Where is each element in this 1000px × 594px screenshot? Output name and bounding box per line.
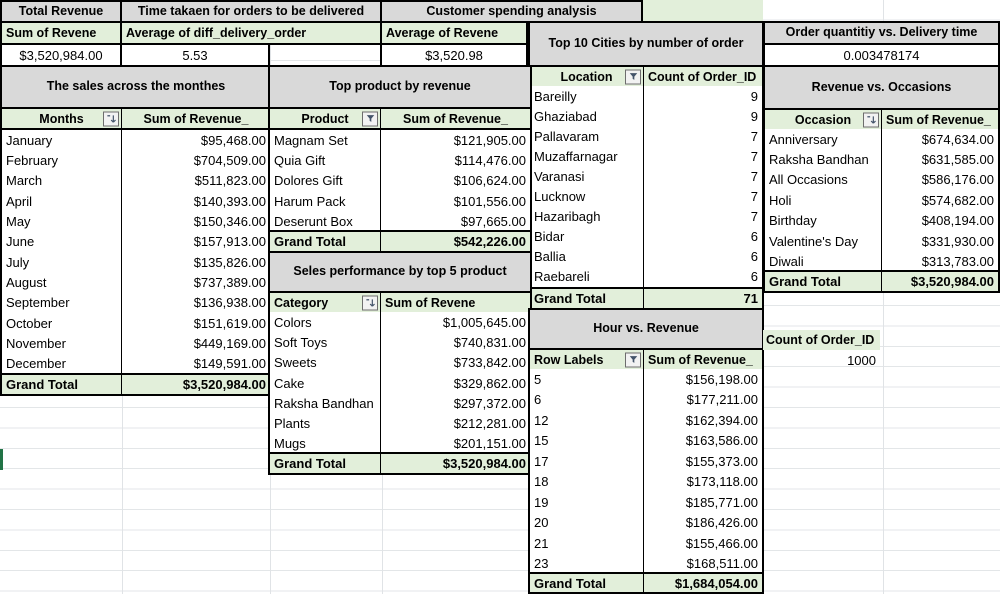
category-table-title[interactable]: Seles performance by top 5 product	[268, 251, 532, 293]
table-row	[530, 369, 762, 390]
grand-total-label[interactable]: Grand Total	[270, 232, 381, 251]
row-label-cell[interactable]: Quia Gift	[270, 150, 381, 170]
row-value-cell[interactable]: 7	[750, 168, 758, 184]
row-label-cell[interactable]: August	[2, 272, 122, 292]
row-value-cell[interactable]: $201,151.00	[453, 436, 526, 452]
row-value-cell[interactable]: $408,194.00	[921, 213, 994, 229]
row-label-cell[interactable]: July	[2, 252, 122, 272]
grand-total-value[interactable]: $1,684,054.00	[674, 575, 758, 591]
table-row	[530, 247, 762, 267]
table-row	[530, 492, 762, 513]
table-row	[530, 106, 762, 126]
total-revenue-title[interactable]: Total Revenue	[0, 0, 122, 23]
row-label-cell[interactable]: Ballia	[530, 247, 644, 267]
table-row	[2, 211, 270, 231]
months-table-title[interactable]: The sales across the monthes	[0, 65, 272, 109]
row-value-cell[interactable]: $704,509.00	[193, 153, 266, 169]
occasion-col-occasion[interactable]	[765, 110, 882, 129]
row-label-cell[interactable]: January	[2, 130, 122, 150]
row-value-cell[interactable]: $574,682.00	[921, 192, 994, 208]
row-value-cell[interactable]: $140,393.00	[193, 193, 266, 209]
row-value-cell[interactable]: $106,624.00	[453, 173, 526, 189]
row-label-cell[interactable]: 19	[530, 492, 644, 513]
table-row	[765, 251, 998, 271]
row-label-cell[interactable]: 21	[530, 533, 644, 554]
category-col-category[interactable]	[270, 293, 381, 312]
row-value-cell[interactable]: $631,585.00	[921, 152, 994, 168]
product-table-header	[268, 107, 532, 130]
row-label-cell[interactable]: Dolores Gift	[270, 171, 381, 191]
row-value-cell[interactable]: $95,468.00	[200, 132, 266, 148]
column-header-label: Category	[274, 295, 329, 310]
row-label-cell[interactable]: Magnam Set	[270, 130, 381, 150]
row-value-cell[interactable]: 9	[750, 88, 758, 104]
row-label-cell[interactable]: September	[2, 293, 122, 313]
table-row	[270, 171, 530, 191]
cities-table-body	[528, 86, 764, 287]
row-label-cell[interactable]: May	[2, 211, 122, 231]
table-row	[2, 150, 270, 170]
table-row	[270, 413, 530, 433]
hour-table-body	[528, 369, 764, 574]
order-qty-delivery-title[interactable]: Order quantitiy vs. Delivery time	[763, 21, 1000, 45]
table-row	[530, 431, 762, 452]
product-table-title[interactable]: Top product by revenue	[268, 65, 532, 109]
row-value-cell[interactable]: $737,389.00	[193, 275, 266, 291]
row-label-cell[interactable]: Holi	[765, 190, 882, 210]
row-value-cell[interactable]: $313,783.00	[921, 254, 994, 270]
table-row	[530, 207, 762, 227]
row-label-cell[interactable]: October	[2, 313, 122, 333]
row-value-cell[interactable]: $156,198.00	[685, 371, 758, 387]
months-col-months[interactable]	[2, 109, 122, 128]
hour-table-title[interactable]: Hour vs. Revenue	[528, 308, 764, 350]
table-row	[270, 373, 530, 393]
table-row	[270, 312, 530, 332]
table-row	[765, 129, 998, 149]
row-value-cell[interactable]: $162,394.00	[685, 412, 758, 428]
row-value-cell[interactable]: $449,169.00	[193, 336, 266, 352]
row-label-cell[interactable]: 17	[530, 451, 644, 472]
row-value-cell[interactable]: 6	[750, 269, 758, 285]
total-revenue-label[interactable]: Sum of Revene	[0, 21, 122, 45]
cities-table-total	[528, 287, 764, 310]
filter-icon[interactable]	[362, 111, 378, 126]
row-value-cell[interactable]: $121,905.00	[453, 132, 526, 148]
occasion-col-revenue[interactable]	[882, 110, 998, 129]
table-row	[530, 533, 762, 554]
table-row	[530, 166, 762, 186]
table-row	[530, 267, 762, 287]
customer-spending-title[interactable]: Customer spending analysis	[380, 0, 643, 23]
table-row	[765, 149, 998, 169]
row-label-cell[interactable]: Mugs	[270, 434, 381, 454]
row-label-cell[interactable]: Lucknow	[530, 186, 644, 206]
row-label-cell[interactable]: 18	[530, 472, 644, 493]
column-header-label: Row Labels	[534, 352, 604, 367]
grand-total-value[interactable]: $3,520,984.00	[182, 377, 266, 392]
row-label-cell[interactable]: Pallavaram	[530, 126, 644, 146]
row-value-cell[interactable]: $511,823.00	[194, 173, 266, 189]
row-label-cell[interactable]: April	[2, 191, 122, 211]
cities-col-location[interactable]	[530, 67, 644, 86]
total-revenue-value[interactable]: $3,520,984.00	[0, 43, 122, 67]
row-value-cell[interactable]: $329,862.00	[453, 375, 526, 391]
table-row	[2, 171, 270, 191]
row-value-cell[interactable]: $168,511.00	[686, 556, 758, 572]
hour-table-total	[528, 572, 764, 594]
cities-table-header	[528, 65, 764, 88]
column-header-label: Location	[560, 69, 613, 84]
table-row	[530, 126, 762, 146]
row-label-cell[interactable]: All Occasions	[765, 170, 882, 190]
occasion-table-header	[763, 108, 1000, 131]
product-col-product[interactable]	[270, 109, 381, 128]
row-label-cell[interactable]: Hazaribagh	[530, 207, 644, 227]
row-value-cell[interactable]: $740,831.00	[453, 334, 526, 350]
row-label-cell[interactable]: Raebareli	[530, 267, 644, 287]
sort-icon[interactable]	[863, 112, 879, 127]
row-label-cell[interactable]: Diwali	[765, 251, 882, 271]
table-row	[530, 554, 762, 575]
row-label-cell[interactable]: Deserunt Box	[270, 212, 381, 232]
column-header-label: Sum of Revene	[385, 295, 476, 310]
category-col-revenue[interactable]	[381, 293, 530, 312]
cities-table-title[interactable]: Top 10 Cities by number of order	[528, 21, 764, 67]
customer-spending-value[interactable]: $3,520.98	[380, 43, 528, 67]
table-row	[270, 393, 530, 413]
months-table-body	[0, 130, 272, 374]
row-value-cell[interactable]: $150,346.00	[193, 214, 266, 230]
row-label-cell[interactable]: 20	[530, 513, 644, 534]
order-count-label[interactable]: Count of Order_ID	[763, 330, 880, 350]
column-header-label: Sum of Revenue_	[886, 112, 991, 127]
grand-total-value[interactable]: $3,520,984.00	[910, 274, 994, 289]
row-value-cell[interactable]: $101,556.00	[453, 193, 526, 209]
table-row	[270, 130, 530, 150]
row-value-cell[interactable]: $185,771.00	[685, 494, 758, 510]
row-value-cell[interactable]: $177,211.00	[686, 392, 758, 408]
row-value-cell[interactable]: $149,591.00	[193, 356, 266, 372]
table-row	[765, 231, 998, 251]
row-label-cell[interactable]: Ghaziabad	[530, 106, 644, 126]
months-col-revenue[interactable]	[122, 109, 270, 128]
row-label-cell[interactable]: Valentine's Day	[765, 231, 882, 251]
row-value-cell[interactable]: 9	[750, 108, 758, 124]
row-label-cell[interactable]: December	[2, 354, 122, 374]
table-row	[530, 513, 762, 534]
table-row	[2, 333, 270, 353]
table-row	[530, 146, 762, 166]
table-row	[2, 232, 270, 252]
row-value-cell[interactable]: $163,586.00	[685, 433, 758, 449]
row-value-cell[interactable]: $135,826.00	[193, 254, 266, 270]
category-table-header	[268, 291, 532, 314]
hour-col-revenue[interactable]	[644, 350, 762, 369]
row-value-cell[interactable]: $733,842.00	[453, 355, 526, 371]
row-value-cell[interactable]: $173,118.00	[686, 474, 758, 490]
row-label-cell[interactable]: Muzaffarnagar	[530, 146, 644, 166]
product-table-total	[268, 230, 532, 253]
table-row	[2, 272, 270, 292]
table-row	[530, 390, 762, 411]
table-row	[2, 252, 270, 272]
table-row	[2, 293, 270, 313]
column-header-label: Sum of Revenue_	[648, 352, 753, 367]
row-value-cell[interactable]: $212,281.00	[453, 416, 526, 432]
product-col-revenue[interactable]	[381, 109, 530, 128]
column-header-label: Product	[301, 111, 349, 126]
grand-total-label[interactable]: Grand Total	[765, 272, 882, 291]
table-row	[765, 190, 998, 210]
grand-total-value[interactable]: 71	[743, 291, 758, 306]
row-label-cell[interactable]: Varanasi	[530, 166, 644, 186]
row-label-cell[interactable]: Anniversary	[765, 129, 882, 149]
column-header-label: Occasion	[794, 112, 852, 127]
row-value-cell[interactable]: $97,665.00	[460, 214, 526, 230]
table-row	[270, 191, 530, 211]
row-label-cell[interactable]: Bareilly	[530, 86, 644, 106]
row-value-cell[interactable]: 7	[750, 189, 758, 205]
row-value-cell[interactable]: $136,938.00	[193, 295, 266, 311]
order-qty-delivery-value[interactable]: 0.003478174	[763, 43, 1000, 67]
row-value-cell[interactable]: $155,373.00	[685, 453, 758, 469]
grand-total-value[interactable]: $542,226.00	[453, 234, 526, 249]
table-row	[2, 130, 270, 150]
row-value-cell[interactable]: 6	[750, 229, 758, 245]
empty-green-cell[interactable]	[643, 0, 763, 21]
category-table-total	[268, 452, 532, 475]
row-value-cell[interactable]: $586,176.00	[921, 172, 994, 188]
column-header-label: Sum of Revenue_	[403, 111, 508, 126]
row-value-cell[interactable]: $186,426.00	[685, 515, 758, 531]
table-row	[2, 191, 270, 211]
row-value-cell[interactable]: $297,372.00	[453, 395, 526, 411]
row-label-cell[interactable]: Birthday	[765, 211, 882, 231]
grand-total-label[interactable]: Grand Total	[2, 375, 122, 394]
filter-icon[interactable]	[625, 69, 641, 84]
row-label-cell[interactable]: Colors	[270, 312, 381, 332]
row-label-cell[interactable]: Raksha Bandhan	[765, 149, 882, 169]
table-row	[530, 86, 762, 106]
table-row	[270, 353, 530, 373]
months-table-total	[0, 373, 272, 396]
table-row	[270, 150, 530, 170]
occasion-table-title[interactable]: Revenue vs. Occasions	[763, 65, 1000, 110]
row-label-cell[interactable]: Cake	[270, 373, 381, 393]
occasion-table-body	[763, 129, 1000, 272]
row-value-cell[interactable]: $151,619.00	[193, 315, 266, 331]
table-row	[530, 227, 762, 247]
row-label-cell[interactable]: 23	[530, 554, 644, 575]
table-row	[765, 170, 998, 190]
delivery-time-label[interactable]: Average of diff_delivery_order	[120, 21, 382, 45]
row-value-cell[interactable]: 7	[750, 128, 758, 144]
row-label-cell[interactable]: Sweets	[270, 353, 381, 373]
hour-table-header	[528, 348, 764, 371]
row-value-cell[interactable]: $1,005,645.00	[442, 314, 526, 330]
row-value-cell[interactable]: $674,634.00	[921, 131, 994, 147]
order-count-value[interactable]: 1000	[847, 352, 876, 368]
row-label-cell[interactable]: 5	[530, 369, 644, 390]
row-value-cell[interactable]: $157,913.00	[193, 234, 266, 250]
row-label-cell[interactable]: November	[2, 333, 122, 353]
row-value-cell[interactable]: 7	[750, 209, 758, 225]
column-header-label: Months	[39, 111, 84, 126]
occasion-table-total	[763, 270, 1000, 293]
row-value-cell[interactable]: $331,930.00	[921, 233, 994, 249]
table-row	[530, 410, 762, 431]
row-label-cell[interactable]: 12	[530, 410, 644, 431]
column-header-label: Sum of Revenue_	[143, 111, 249, 126]
row-label-cell[interactable]: Bidar	[530, 227, 644, 247]
table-row	[2, 354, 270, 374]
months-table-header	[0, 107, 272, 130]
grand-total-label[interactable]: Grand Total	[270, 454, 381, 473]
row-value-cell[interactable]: 6	[750, 249, 758, 265]
customer-spending-label[interactable]: Average of Revene	[380, 21, 528, 45]
product-table-body	[268, 130, 532, 232]
row-label-cell[interactable]: 15	[530, 431, 644, 452]
table-row	[530, 451, 762, 472]
row-label-cell[interactable]: June	[2, 232, 122, 252]
grand-total-label[interactable]: Grand Total	[530, 574, 644, 592]
filter-icon[interactable]	[625, 352, 641, 367]
table-row	[765, 211, 998, 231]
delivery-time-title[interactable]: Time takaen for orders to be delivered	[120, 0, 382, 23]
cities-col-count[interactable]	[644, 67, 762, 86]
row-value-cell[interactable]: 7	[750, 148, 758, 164]
sort-icon[interactable]	[362, 295, 378, 310]
row-label-cell[interactable]: March	[2, 171, 122, 191]
delivery-time-value[interactable]: 5.53	[120, 43, 270, 67]
row-label-cell[interactable]: Plants	[270, 413, 381, 433]
table-row	[530, 472, 762, 493]
sort-icon[interactable]	[103, 111, 119, 126]
cell-selection-marker	[0, 449, 3, 470]
row-label-cell[interactable]: Raksha Bandhan	[270, 393, 381, 413]
hour-col-rowlabels[interactable]	[530, 350, 644, 369]
table-row	[530, 186, 762, 206]
table-row	[2, 313, 270, 333]
row-label-cell[interactable]: February	[2, 150, 122, 170]
category-table-body	[268, 312, 532, 454]
row-label-cell[interactable]: Soft Toys	[270, 332, 381, 352]
column-header-label: Count of Order_ID	[648, 69, 757, 84]
grand-total-value[interactable]: $3,520,984.00	[442, 456, 526, 471]
table-row	[270, 332, 530, 352]
row-label-cell[interactable]: Harum Pack	[270, 191, 381, 211]
table-row	[270, 212, 530, 232]
row-value-cell[interactable]: $114,476.00	[454, 153, 526, 169]
row-label-cell[interactable]: 6	[530, 390, 644, 411]
grand-total-label[interactable]: Grand Total	[530, 289, 644, 308]
row-value-cell[interactable]: $155,466.00	[685, 535, 758, 551]
